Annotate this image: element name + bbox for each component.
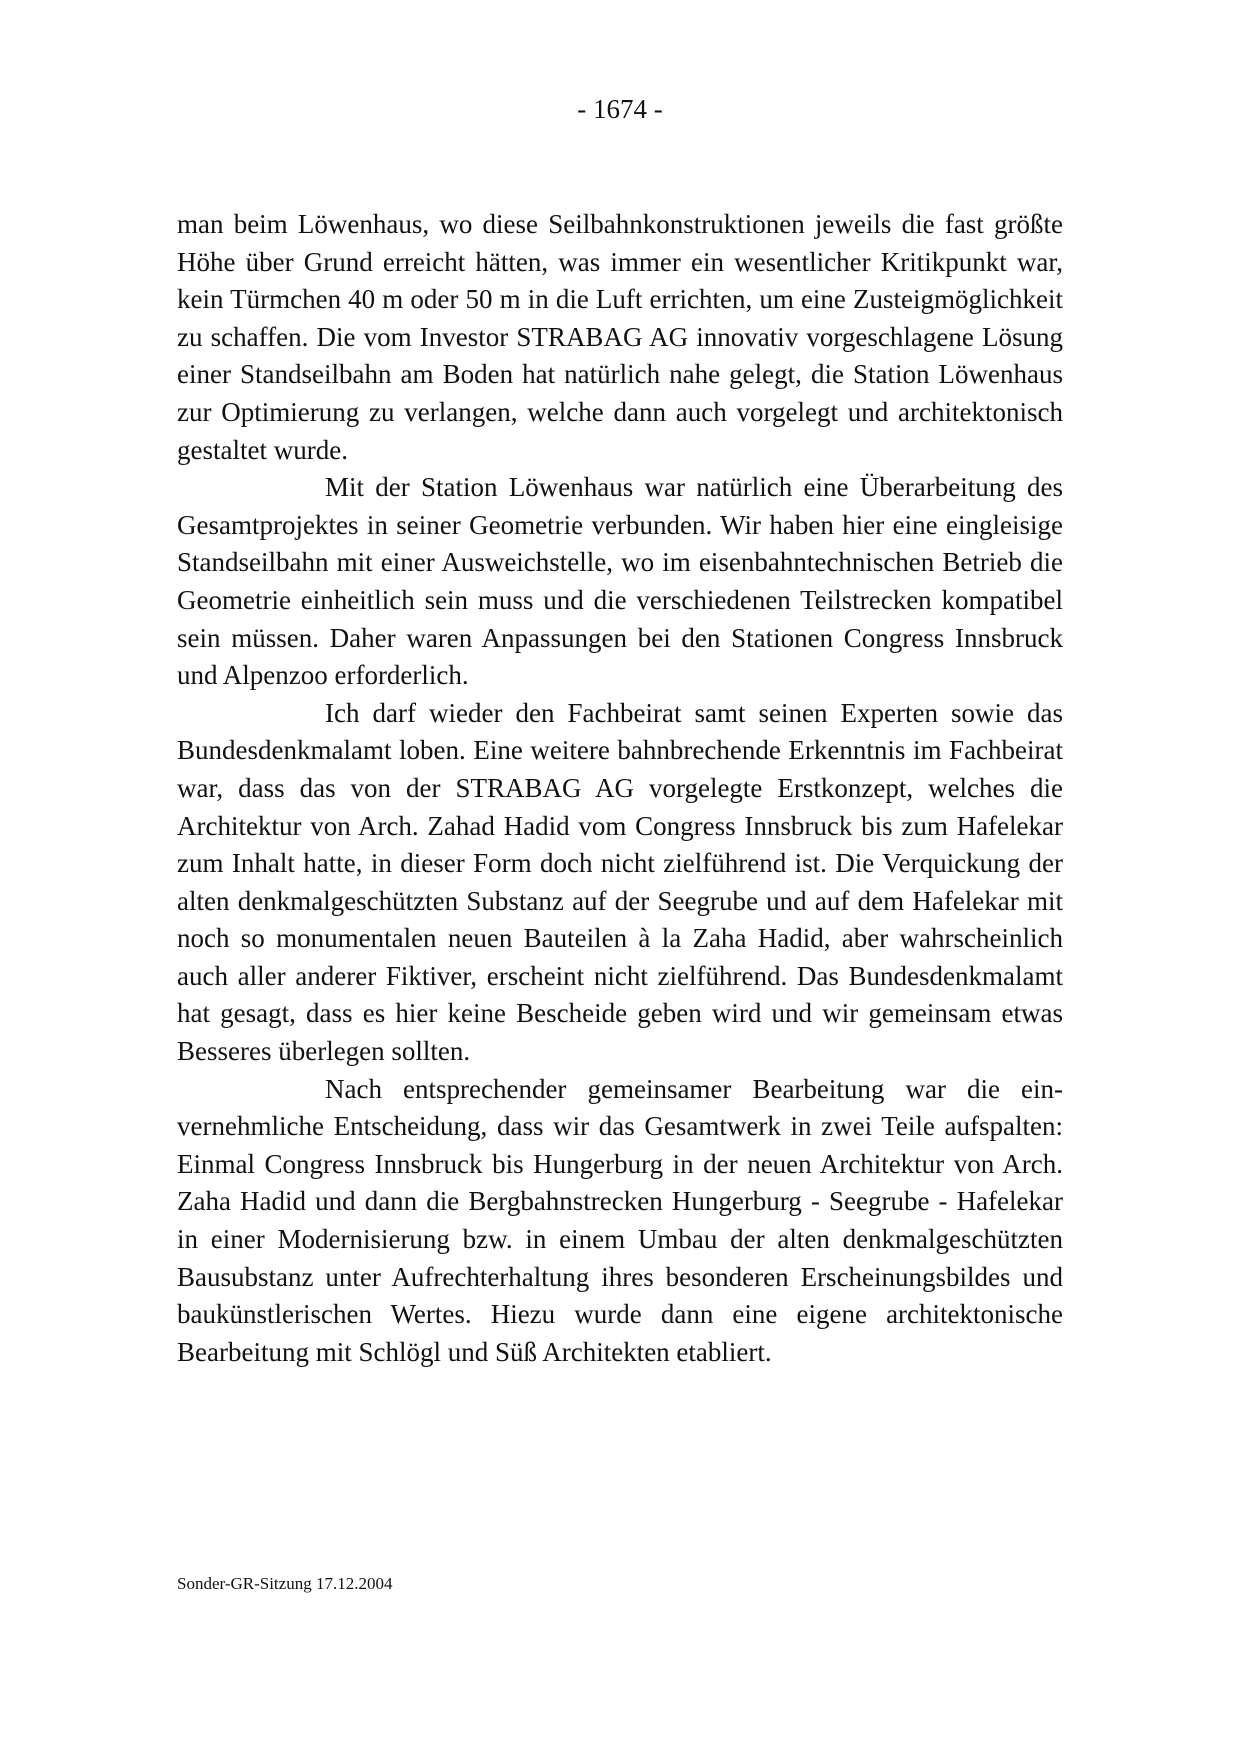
- document-body: [177, 206, 1063, 1371]
- page-number: - 1674 -: [577, 94, 663, 124]
- paragraph-3: Ich darf wieder den Fachbeirat samt seinen Experten sowie das Bundesdenkmalamt loben. Eine weitere bahnbrechende Erkenntnis im Fachbeirat war, dass das von der STRABAG AG vorgelegte Erstkonzept, welches die Architektur von Arch. Zahad Hadid vom Congress Innsbruck bis zum Hafelekar zum Inhalt hatte, in dieser Form doch nicht zielführend ist. Die Verquickung der alten denkmalgeschützten Substanz auf der Seegrube und auf dem Hafelekar mit noch so monumentalen neuen Bauteilen à la Zaha Hadid, aber wahrscheinlich auch aller anderer Fiktiver, erscheint nicht zielführend. Das Bundesdenkmalamt hat gesagt, dass es hier keine Bescheide geben wird und wir gemeinsam etwas Besseres überlegen sollten.: [177, 697, 1063, 1067]
- footer-session-label: Sonder-GR-Sitzung 17.12.2004: [177, 1574, 393, 1593]
- paragraph-4: Nach entsprechender gemeinsamer Bearbeitung war die einvernehmliche Entscheidung, dass wir das Gesamtwerk in zwei Teile aufspalten: Einmal Congress Innsbruck bis Hungerburg in der neuen Architektur von Arch. Zaha Hadid und dann die Bergbahnstrecken Hungerburg - Seegrube - Hafelekar in einer Modernisierung bzw. in einem Umbau der alten denkmalgeschützten Bausubstanz unter Aufrechterhaltung ihres besonderen Erscheinungsbildes und baukünstlerischen Wertes. Hiezu wurde dann eine eigene architektonische Bearbeitung mit Schlögl und Süß Architekten etabliert.: [177, 1073, 1063, 1367]
- paragraph-2: Mit der Station Löwenhaus war natürlich eine Überarbeitung des Gesamtprojektes in seiner Geometrie verbunden. Wir haben hier eine eingleisige Standseilbahn mit einer Ausweichstelle, wo im eisenbahntechnischen Betrieb die Geometrie einheitlich sein muss und die verschiedenen Teilstrecken kompatibel sein müssen. Daher waren Anpassungen bei den Stationen Congress Innsbruck und Alpenzoo erforderlich.: [177, 472, 1063, 691]
- paragraph-1: man beim Löwenhaus, wo diese Seilbahnkonstruktionen jeweils die fast größte Höhe über Grund erreicht hätten, was immer ein wesentlicher Kritikpunkt war, kein Türmchen 40 m oder 50 m in die Luft errichten, um eine Zusteigmöglichkeit zu schaffen. Die vom Investor STRABAG AG innovativ vorgeschlagene Lösung einer Standseilbahn am Boden hat natürlich nahe gelegt, die Station Löwenhaus zur Optimierung zu verlangen, welche dann auch vorgelegt und architektonisch gestaltet wurde.: [177, 209, 1063, 465]
